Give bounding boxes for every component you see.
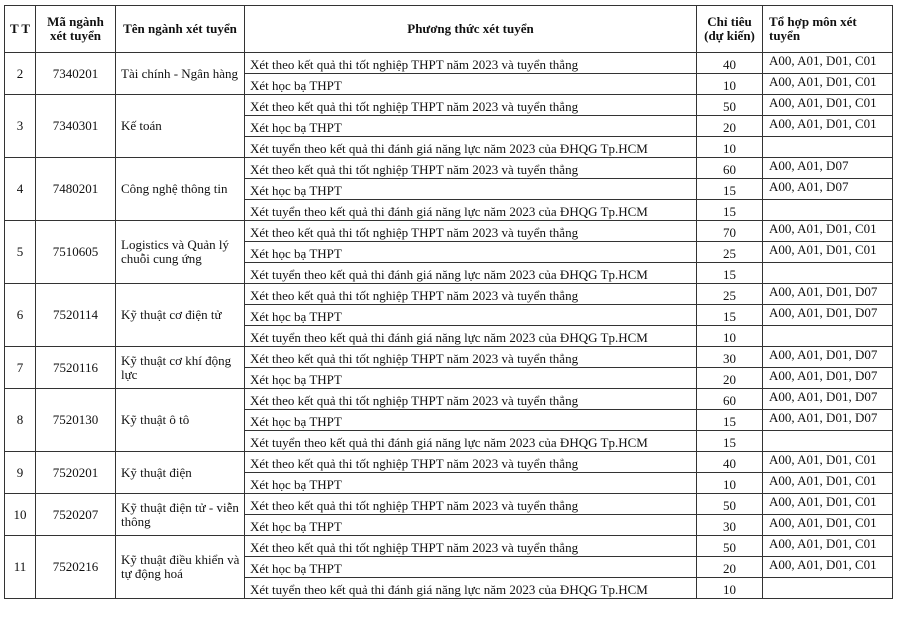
admission-method: Xét tuyển theo kết quả thi đánh giá năng lực năm 2023 của ĐHQG Tp.HCM [245, 431, 697, 452]
admission-table [4, 5, 893, 599]
major-name: Công nghệ thông tin [116, 158, 245, 221]
row-number: 6 [5, 284, 36, 347]
admission-method: Xét theo kết quả thi tốt nghiệp THPT năm 2023 và tuyển thẳng [245, 284, 697, 305]
quota-value: 10 [697, 74, 763, 95]
table-row [5, 389, 893, 410]
subject-combination: A00, A01, D01, C01 [763, 515, 893, 536]
admission-method: Xét theo kết quả thi tốt nghiệp THPT năm 2023 và tuyển thẳng [245, 452, 697, 473]
major-name: Kỹ thuật cơ điện tử [116, 284, 245, 347]
major-code: 7520116 [36, 347, 116, 389]
quota-value: 25 [697, 284, 763, 305]
header-method: Phương thức xét tuyển [245, 6, 697, 53]
quota-value: 50 [697, 95, 763, 116]
table-row [5, 53, 893, 74]
subject-combination: A00, A01, D01, C01 [763, 53, 893, 74]
subject-combination [763, 578, 893, 599]
quota-value: 40 [697, 53, 763, 74]
subject-combination: A00, A01, D01, C01 [763, 536, 893, 557]
admission-method: Xét học bạ THPT [245, 242, 697, 263]
subject-combination: A00, A01, D01, C01 [763, 452, 893, 473]
row-number: 9 [5, 452, 36, 494]
quota-value: 15 [697, 305, 763, 326]
admission-method: Xét học bạ THPT [245, 473, 697, 494]
table-row [5, 158, 893, 179]
subject-combination [763, 431, 893, 452]
major-name: Kỹ thuật ô tô [116, 389, 245, 452]
subject-combination: A00, A01, D07 [763, 179, 893, 200]
major-code: 7340201 [36, 53, 116, 95]
admission-method: Xét tuyển theo kết quả thi đánh giá năng lực năm 2023 của ĐHQG Tp.HCM [245, 263, 697, 284]
admission-method: Xét học bạ THPT [245, 74, 697, 95]
subject-combination: A00, A01, D01, C01 [763, 116, 893, 137]
table-row [5, 536, 893, 557]
quota-value: 10 [697, 137, 763, 158]
quota-value: 15 [697, 431, 763, 452]
admission-method: Xét theo kết quả thi tốt nghiệp THPT năm 2023 và tuyển thẳng [245, 494, 697, 515]
row-number: 4 [5, 158, 36, 221]
quota-value: 10 [697, 473, 763, 494]
admission-method: Xét tuyển theo kết quả thi đánh giá năng lực năm 2023 của ĐHQG Tp.HCM [245, 137, 697, 158]
row-number: 10 [5, 494, 36, 536]
subject-combination: A00, A01, D01, C01 [763, 74, 893, 95]
quota-value: 20 [697, 368, 763, 389]
subject-combination [763, 137, 893, 158]
major-code: 7520216 [36, 536, 116, 599]
subject-combination [763, 200, 893, 221]
admission-table-sheet [4, 5, 892, 599]
admission-method: Xét theo kết quả thi tốt nghiệp THPT năm 2023 và tuyển thẳng [245, 158, 697, 179]
row-number: 8 [5, 389, 36, 452]
major-code: 7340301 [36, 95, 116, 158]
major-name: Kỹ thuật điện tử - viễn thông [116, 494, 245, 536]
header-row [5, 6, 893, 53]
quota-value: 15 [697, 200, 763, 221]
row-number: 2 [5, 53, 36, 95]
quota-value: 60 [697, 389, 763, 410]
quota-value: 15 [697, 263, 763, 284]
subject-combination: A00, A01, D01, D07 [763, 347, 893, 368]
quota-value: 60 [697, 158, 763, 179]
quota-value: 20 [697, 116, 763, 137]
header-quota: Chỉ tiêu (dự kiến) [697, 6, 763, 53]
admission-method: Xét học bạ THPT [245, 410, 697, 431]
quota-value: 10 [697, 326, 763, 347]
admission-method: Xét tuyển theo kết quả thi đánh giá năng lực năm 2023 của ĐHQG Tp.HCM [245, 200, 697, 221]
admission-method: Xét theo kết quả thi tốt nghiệp THPT năm 2023 và tuyển thẳng [245, 347, 697, 368]
major-name: Logistics và Quản lý chuỗi cung ứng [116, 221, 245, 284]
subject-combination: A00, A01, D01, D07 [763, 368, 893, 389]
admission-method: Xét theo kết quả thi tốt nghiệp THPT năm 2023 và tuyển thẳng [245, 389, 697, 410]
quota-value: 25 [697, 242, 763, 263]
admission-method: Xét theo kết quả thi tốt nghiệp THPT năm 2023 và tuyển thẳng [245, 536, 697, 557]
subject-combination: A00, A01, D01, C01 [763, 95, 893, 116]
subject-combination: A00, A01, D01, C01 [763, 221, 893, 242]
subject-combination [763, 326, 893, 347]
admission-method: Xét theo kết quả thi tốt nghiệp THPT năm 2023 và tuyển thẳng [245, 53, 697, 74]
header-code: Mã ngành xét tuyển [36, 6, 116, 53]
quota-value: 70 [697, 221, 763, 242]
quota-value: 50 [697, 536, 763, 557]
major-code: 7520130 [36, 389, 116, 452]
major-code: 7520114 [36, 284, 116, 347]
table-body [5, 53, 893, 599]
major-code: 7480201 [36, 158, 116, 221]
admission-method: Xét học bạ THPT [245, 515, 697, 536]
quota-value: 15 [697, 410, 763, 431]
major-name: Kỹ thuật điện [116, 452, 245, 494]
major-name: Tài chính - Ngân hàng [116, 53, 245, 95]
header-combo: Tổ hợp môn xét tuyển [763, 6, 893, 53]
subject-combination: A00, A01, D01, D07 [763, 389, 893, 410]
row-number: 5 [5, 221, 36, 284]
subject-combination: A00, A01, D01, D07 [763, 305, 893, 326]
admission-method: Xét theo kết quả thi tốt nghiệp THPT năm 2023 và tuyển thẳng [245, 221, 697, 242]
quota-value: 10 [697, 578, 763, 599]
subject-combination [763, 263, 893, 284]
quota-value: 20 [697, 557, 763, 578]
major-name: Kỹ thuật điều khiển và tự động hoá [116, 536, 245, 599]
subject-combination: A00, A01, D01, C01 [763, 242, 893, 263]
major-code: 7520207 [36, 494, 116, 536]
admission-method: Xét học bạ THPT [245, 368, 697, 389]
quota-value: 50 [697, 494, 763, 515]
subject-combination: A00, A01, D01, D07 [763, 410, 893, 431]
row-number: 3 [5, 95, 36, 158]
subject-combination: A00, A01, D01, C01 [763, 494, 893, 515]
subject-combination: A00, A01, D01, C01 [763, 473, 893, 494]
major-name: Kỹ thuật cơ khí động lực [116, 347, 245, 389]
quota-value: 30 [697, 347, 763, 368]
table-row [5, 95, 893, 116]
quota-value: 40 [697, 452, 763, 473]
major-code: 7520201 [36, 452, 116, 494]
header-major: Tên ngành xét tuyển [116, 6, 245, 53]
major-code: 7510605 [36, 221, 116, 284]
admission-method: Xét học bạ THPT [245, 305, 697, 326]
admission-method: Xét tuyển theo kết quả thi đánh giá năng lực năm 2023 của ĐHQG Tp.HCM [245, 326, 697, 347]
header-tt: T T [5, 6, 36, 53]
table-row [5, 221, 893, 242]
table-row [5, 452, 893, 473]
row-number: 7 [5, 347, 36, 389]
table-row [5, 347, 893, 368]
admission-method: Xét tuyển theo kết quả thi đánh giá năng lực năm 2023 của ĐHQG Tp.HCM [245, 578, 697, 599]
subject-combination: A00, A01, D07 [763, 158, 893, 179]
subject-combination: A00, A01, D01, D07 [763, 284, 893, 305]
admission-method: Xét học bạ THPT [245, 116, 697, 137]
quota-value: 30 [697, 515, 763, 536]
table-row [5, 494, 893, 515]
row-number: 11 [5, 536, 36, 599]
admission-method: Xét học bạ THPT [245, 557, 697, 578]
admission-method: Xét học bạ THPT [245, 179, 697, 200]
table-row [5, 284, 893, 305]
admission-method: Xét theo kết quả thi tốt nghiệp THPT năm 2023 và tuyển thẳng [245, 95, 697, 116]
quota-value: 15 [697, 179, 763, 200]
subject-combination: A00, A01, D01, C01 [763, 557, 893, 578]
major-name: Kế toán [116, 95, 245, 158]
